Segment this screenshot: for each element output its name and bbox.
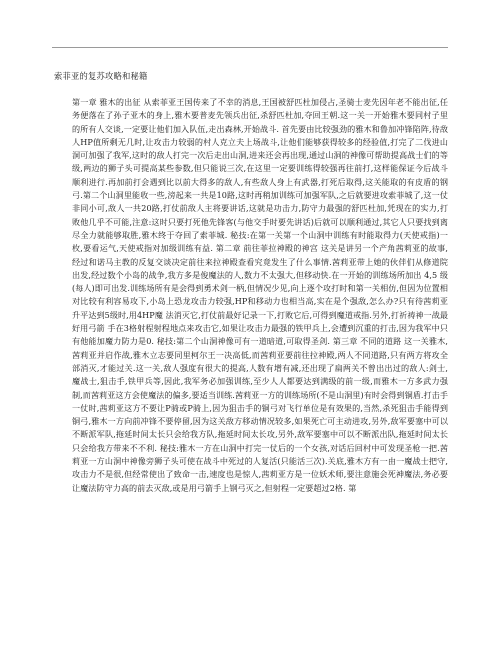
header-rule	[52, 47, 448, 48]
body-paragraph: 第一章 雅木的出征 从索菲亚王国传来了不幸的消息,王国被舒匹杜加侵占,圣骑士麦先因年老不能出征,任务便落在了孙子亚木的身上,雅木要普麦先领兵出征,杀舒匹杜加,夺回王朝.这一关一开始雅木要同村子里的所有人交谈,一定要让他们加入队伍,走出森林,开始战斗. 首先要由比较强劲的雅木和鲁加冲锋陷阵,待敌人HP值所剩无几时,让攻击力较弱的村人克立夫上场战斗,让他们能够获得较多的经验值,打完了二伐进山洞可加强了我军,这时的敌人打完一次后走出山洞,进来还会再出现,通过山洞的神像可帮助提高战士们的等级,两边的狮子头可提高某些参数,但只能说三次,在这里一定要训练得较强再往前打,这样能保证今后战斗顺利进行.再加前打会遇到比以前大得多的敌人,有些敌人身上有武器,打死后取得,这关能取的有皮盾的钢弓.第二个山洞里能收一些,滂起来一共是10路,这时再稍加训练可加强军队,之后就要进攻索菲城了,这一仗非同小可,敌人一共20路,打仗前敌人主将要讲话,这就是功击力,防守力最强的舒匹杜加,凭现在的实力,打败他几乎不可能,注意:这时只要打死他先锋客(与他交手时要先讲话)后就可以顺利通过,其它人只要找到离尽全力就能够取胜,雅木终于夺回了索菲城. 秘技:在第一关第一个山洞中训练有时能取得力(天使戒指)一枚,要看运气,天使戒指对加级训练有益. 第二章 前往菲拉神殿的神宫 这关是讲另一个产角茜莉亚的故事,经过和诺马主教的反复交谈决定前往来拉神殿查看究竟发生了什么事情.茜莉亚带上她的伙伴们从修道院出发,经过数个小岛的战争,我方多是俊魔法的人,数力不太强大,但移动快.在一开始的训练场所加出 4,5 级(每人)即可出发.训练场所有是会得到勇术剑一柄,但情况少见,向上逐个攻打时和第一关相仿,但因为位置相对比较有利容易攻下,小岛上恐龙攻击力较强,HP和移动力也相当高,实在是个强敌,怎么办?只有待茜莉亚升平达到5级时,用4HP魔 法消灭它,打仗前最好记录一下,打败它后,可得到魔道戒指.另外,打祈祷神一战最好用弓箭 手在3格射程射程地点来攻击它,如果让攻击力最强的铁甲兵上,会遭到沉重的打击,因为我军中只有他能加魔力防力是0. 秘技:第二个山洞神像可有一道暗道,可取得圣剑. 第三章 不同的道路 这一关雅木,茜莉亚并启作战,雅木立志要同里柯尔王一决高低,而茜莉亚要前往拉神殿,两人不同道路,只有两方将攻全部消灭,才能过关.这一关,敌人强度有很大的提高,人数有增有减,还出现了扁两关不曾出出过的敌人:剑士,魔战士,狙击手,铁甲兵等,因此,我军务必加强训练,至少人人都要达到满级的前一级,而雅木一方多武力强制,而茜莉亚这方会使魔法的偏多,要适当训练.茜莉亚一方的训练场所(不是山洞里)有时会得到铜盾.打击手一仗时,茜莉亚这方不要让P骑或P骑上,因为狙击手的铜弓对飞行单位是有效果的,当然,杀死狙击手能得到铜弓,雅木一方向前冲锋不要停留,因为这关敌方移动情况较多,如果死亡可主动进攻,另外,敌军要塞中可以不断派军队,拖延时间太长只会给我方队,拖延时间太长攻,另外,敌军要塞中可以不断派出队,拖延时间太长只会给我方带来不不利. 秘技:雅木一方在山洞中打完一仗后的一个女孩,对话后回村中可发现圣枪一把.茜莉亚一方山洞中神像旁狮子头可使在战斗中死过的人复活(只能活三次).关底,雅木方有一由一魔战士把守,攻击力不是很,但经常使出了致命一击,速度也是惊人,茜莉亚方是一位妖术师,要注意施会死神魔法,务必要让魔法防守力高的前去灭敌,或是用弓箭手上钢弓灭之,但射程一定要超过2格. 第	[72, 97, 448, 493]
page-title: 索菲亚的复苏攻略和秘籍	[54, 71, 148, 81]
